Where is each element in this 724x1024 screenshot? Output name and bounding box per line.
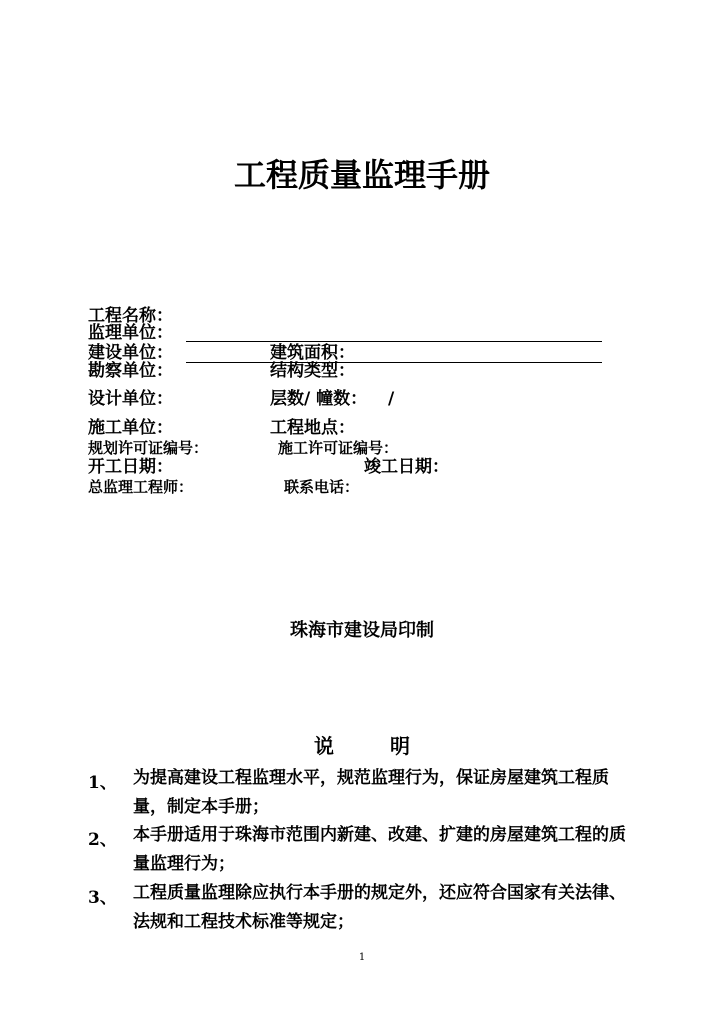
floors-label: 层数/ 幢数： [270, 389, 368, 409]
note-line: 工程质量监理除应执行本手册的规定外，还应符合国家有关法律、 [133, 883, 626, 903]
supervisor-unit-label: 监理单位： [88, 323, 173, 343]
planning-permit-label: 规划许可证编号： [88, 439, 209, 457]
note-line: 法规和工程技术标准等规定； [133, 912, 354, 932]
building-area-label: 建筑面积： [270, 343, 355, 363]
note-line: 量，制定本手册； [133, 797, 269, 817]
completion-date-label: 竣工日期： [364, 457, 449, 477]
page-title: 工程质量监理手册 [233, 156, 490, 194]
publisher: 珠海市建设局印制 [290, 620, 434, 641]
notes-title-right: 明 [390, 734, 410, 758]
project-name-label: 工程名称： [88, 306, 173, 326]
phone-label: 联系电话： [284, 478, 360, 496]
note-number: 1、 [88, 773, 117, 793]
note-line: 本手册适用于珠海市范围内新建、改建、扩建的房屋建筑工程的质 [133, 825, 626, 845]
design-unit-label: 设计单位： [88, 389, 173, 409]
notes-title-left: 说 [314, 734, 334, 758]
page-number: 1 [358, 952, 366, 963]
note-line: 为提高建设工程监理水平，规范监理行为，保证房屋建筑工程质 [133, 768, 609, 788]
structure-type-label: 结构类型： [270, 361, 355, 381]
construction-unit-label: 建设单位： [88, 343, 173, 363]
start-date-label: 开工日期： [88, 457, 173, 477]
construction-permit-label: 施工许可证编号： [278, 439, 399, 457]
underline-rule [186, 341, 602, 342]
location-label: 工程地点： [270, 418, 355, 438]
survey-unit-label: 勘察单位： [88, 361, 173, 381]
chief-supervisor-label: 总监理工程师： [88, 478, 194, 496]
note-number: 2、 [88, 830, 117, 850]
notes-title [0, 730, 724, 759]
floors-slash: / [388, 389, 395, 409]
underline-rule [186, 362, 602, 363]
note-number: 3、 [88, 888, 117, 908]
note-line: 量监理行为； [133, 854, 235, 874]
builder-unit-label: 施工单位： [88, 418, 173, 438]
